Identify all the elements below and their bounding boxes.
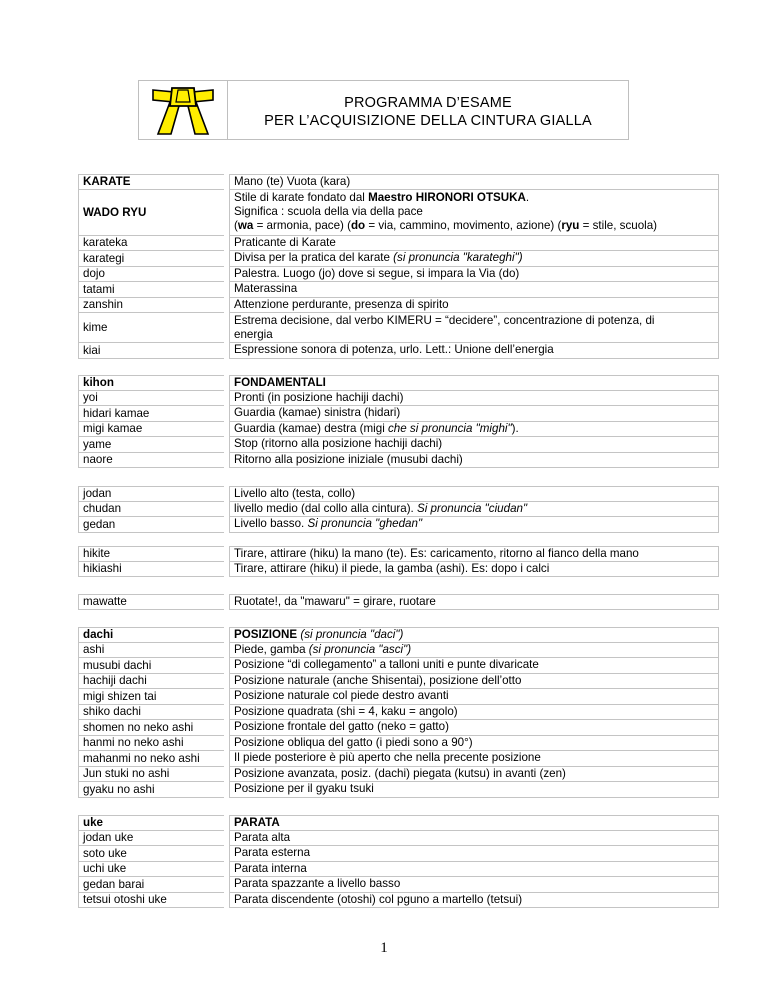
glossary-row <box>78 437 719 453</box>
definition-cell: Il piede posteriore è più aperto che nella precente posizione <box>229 751 719 767</box>
definition-cell: Parata spazzante a livello basso <box>229 877 719 893</box>
term-cell: uchi uke <box>78 862 224 878</box>
glossary-row <box>78 877 719 893</box>
term-cell: mahanmi no neko ashi <box>78 751 224 767</box>
term-cell: kiai <box>78 343 224 359</box>
definition-cell: Parata interna <box>229 862 719 878</box>
glossary-row <box>78 375 719 391</box>
glossary-row <box>78 453 719 469</box>
glossary-row <box>78 313 719 343</box>
term-cell: zanshin <box>78 298 224 314</box>
glossary-row <box>78 502 719 518</box>
definition-cell: Posizione obliqua del gatto (i piedi sono a 90°) <box>229 736 719 752</box>
term-cell: mawatte <box>78 594 224 610</box>
glossary-table <box>78 486 719 533</box>
term-cell: shiko dachi <box>78 705 224 721</box>
definition-cell: Ruotate!, da "mawaru" = girare, ruotare <box>229 594 719 610</box>
term-cell: hanmi no neko ashi <box>78 736 224 752</box>
term-cell: migi kamae <box>78 422 224 438</box>
definition-cell: Stile di karate fondato dal Maestro HIRONORI OTSUKA. Significa : scuola della via della pace (wa = armonia, pace) (do = via, cammino, movimento, azione) (ryu = stile, scuola) <box>229 190 719 236</box>
term-cell: jodan <box>78 486 224 502</box>
glossary-row <box>78 736 719 752</box>
term-cell: gedan barai <box>78 877 224 893</box>
term-cell: KARATE <box>78 174 224 190</box>
definition-cell: FONDAMENTALI <box>229 375 719 391</box>
term-cell: gyaku no ashi <box>78 782 224 798</box>
term-cell: chudan <box>78 502 224 518</box>
definition-cell: Parata discendente (otoshi) col pguno a martello (tetsui) <box>229 893 719 909</box>
definition-cell: Mano (te) Vuota (kara) <box>229 174 719 190</box>
definition-cell: Posizione “di collegamento” a talloni uniti e punte divaricate <box>229 658 719 674</box>
glossary-table <box>78 174 719 359</box>
term-cell: shomen no neko ashi <box>78 720 224 736</box>
glossary-table <box>78 815 719 908</box>
glossary-row <box>78 846 719 862</box>
term-cell: Jun stuki no ashi <box>78 767 224 783</box>
definition-cell: PARATA <box>229 815 719 831</box>
definition-cell: Posizione per il gyaku tsuki <box>229 782 719 798</box>
definition-cell: Tirare, attirare (hiku) il piede, la gamba (ashi). Es: dopo i calci <box>229 562 719 578</box>
glossary-row <box>78 517 719 533</box>
glossary-table <box>78 594 719 610</box>
definition-cell: Posizione frontale del gatto (neko = gatto) <box>229 720 719 736</box>
term-cell: naore <box>78 453 224 469</box>
definition-cell: Espressione sonora di potenza, urlo. Lett.: Unione dell’energia <box>229 343 719 359</box>
glossary-row <box>78 251 719 267</box>
title-line-2: PER L’ACQUISIZIONE DELLA CINTURA GIALLA <box>264 113 592 129</box>
glossary-row <box>78 298 719 314</box>
definition-cell: Livello basso. Si pronuncia "ghedan" <box>229 517 719 533</box>
definition-cell: Posizione quadrata (shi = 4, kaku = angolo) <box>229 705 719 721</box>
glossary-row <box>78 343 719 359</box>
term-cell: gedan <box>78 517 224 533</box>
term-cell: tatami <box>78 282 224 298</box>
definition-cell: Guardia (kamae) sinistra (hidari) <box>229 406 719 422</box>
glossary-row <box>78 658 719 674</box>
term-cell: hidari kamae <box>78 406 224 422</box>
definition-cell: Estrema decisione, dal verbo KIMERU = “decidere”, concentrazione di potenza, di energia <box>229 313 719 343</box>
definition-cell: Livello alto (testa, collo) <box>229 486 719 502</box>
glossary-table <box>78 375 719 468</box>
title-line-1: PROGRAMMA D’ESAME <box>344 95 512 111</box>
definition-cell: Palestra. Luogo (jo) dove si segue, si impara la Via (do) <box>229 267 719 283</box>
definition-cell: Stop (ritorno alla posizione hachiji dachi) <box>229 437 719 453</box>
yellow-belt-icon <box>152 84 214 136</box>
term-cell: soto uke <box>78 846 224 862</box>
definition-cell: Tirare, attirare (hiku) la mano (te). Es: caricamento, ritorno al fianco della mano <box>229 546 719 562</box>
glossary-row <box>78 406 719 422</box>
term-cell: kime <box>78 313 224 343</box>
definition-cell: Parata esterna <box>229 846 719 862</box>
definition-cell: Posizione avanzata, posiz. (dachi) piegata (kutsu) in avanti (zen) <box>229 767 719 783</box>
glossary-row <box>78 705 719 721</box>
term-cell: jodan uke <box>78 831 224 847</box>
term-cell: hikiashi <box>78 562 224 578</box>
logo-cell <box>139 81 228 139</box>
term-cell: tetsui otoshi uke <box>78 893 224 909</box>
definition-cell: POSIZIONE (si pronuncia "daci") <box>229 627 719 643</box>
glossary-row <box>78 831 719 847</box>
glossary-table <box>78 627 719 798</box>
glossary-row <box>78 190 719 236</box>
glossary-row <box>78 627 719 643</box>
glossary-row <box>78 486 719 502</box>
definition-cell: Guardia (kamae) destra (migi che si pronuncia "mighi"). <box>229 422 719 438</box>
definition-cell: Praticante di Karate <box>229 236 719 252</box>
term-cell: hachiji dachi <box>78 674 224 690</box>
glossary-row <box>78 267 719 283</box>
term-cell: yoi <box>78 391 224 407</box>
definition-cell: Divisa per la pratica del karate (si pronuncia "karateghi") <box>229 251 719 267</box>
glossary-row <box>78 720 719 736</box>
definition-cell: Materassina <box>229 282 719 298</box>
header-box <box>138 80 629 140</box>
document-title <box>228 94 628 130</box>
glossary-row <box>78 674 719 690</box>
term-cell: musubi dachi <box>78 658 224 674</box>
term-cell: dachi <box>78 627 224 643</box>
glossary-row <box>78 751 719 767</box>
term-cell: migi shizen tai <box>78 689 224 705</box>
definition-cell: livello medio (dal collo alla cintura). Si pronuncia "ciudan" <box>229 502 719 518</box>
page-number: 1 <box>380 940 388 956</box>
term-cell: ashi <box>78 643 224 659</box>
definition-cell: Ritorno alla posizione iniziale (musubi dachi) <box>229 453 719 469</box>
glossary-row <box>78 643 719 659</box>
glossary-row <box>78 689 719 705</box>
glossary-row <box>78 815 719 831</box>
definition-cell: Parata alta <box>229 831 719 847</box>
definition-cell: Pronti (in posizione hachiji dachi) <box>229 391 719 407</box>
glossary-row <box>78 282 719 298</box>
term-cell: yame <box>78 437 224 453</box>
glossary-row <box>78 862 719 878</box>
term-cell: uke <box>78 815 224 831</box>
glossary-row <box>78 422 719 438</box>
definition-cell: Posizione naturale col piede destro avanti <box>229 689 719 705</box>
glossary-row <box>78 546 719 562</box>
term-cell: hikite <box>78 546 224 562</box>
term-cell: karateka <box>78 236 224 252</box>
term-cell: kihon <box>78 375 224 391</box>
definition-cell: Posizione naturale (anche Shisentai), posizione dell’otto <box>229 674 719 690</box>
glossary-row <box>78 594 719 610</box>
glossary-row <box>78 893 719 909</box>
glossary-row <box>78 767 719 783</box>
glossary-table <box>78 546 719 577</box>
glossary-row <box>78 174 719 190</box>
definition-cell: Attenzione perdurante, presenza di spirito <box>229 298 719 314</box>
term-cell: karategi <box>78 251 224 267</box>
term-cell: dojo <box>78 267 224 283</box>
glossary-row <box>78 391 719 407</box>
glossary-row <box>78 782 719 798</box>
definition-cell: Piede, gamba (si pronuncia "asci") <box>229 643 719 659</box>
glossary-row <box>78 236 719 252</box>
glossary-row <box>78 562 719 578</box>
term-cell: WADO RYU <box>78 190 224 236</box>
